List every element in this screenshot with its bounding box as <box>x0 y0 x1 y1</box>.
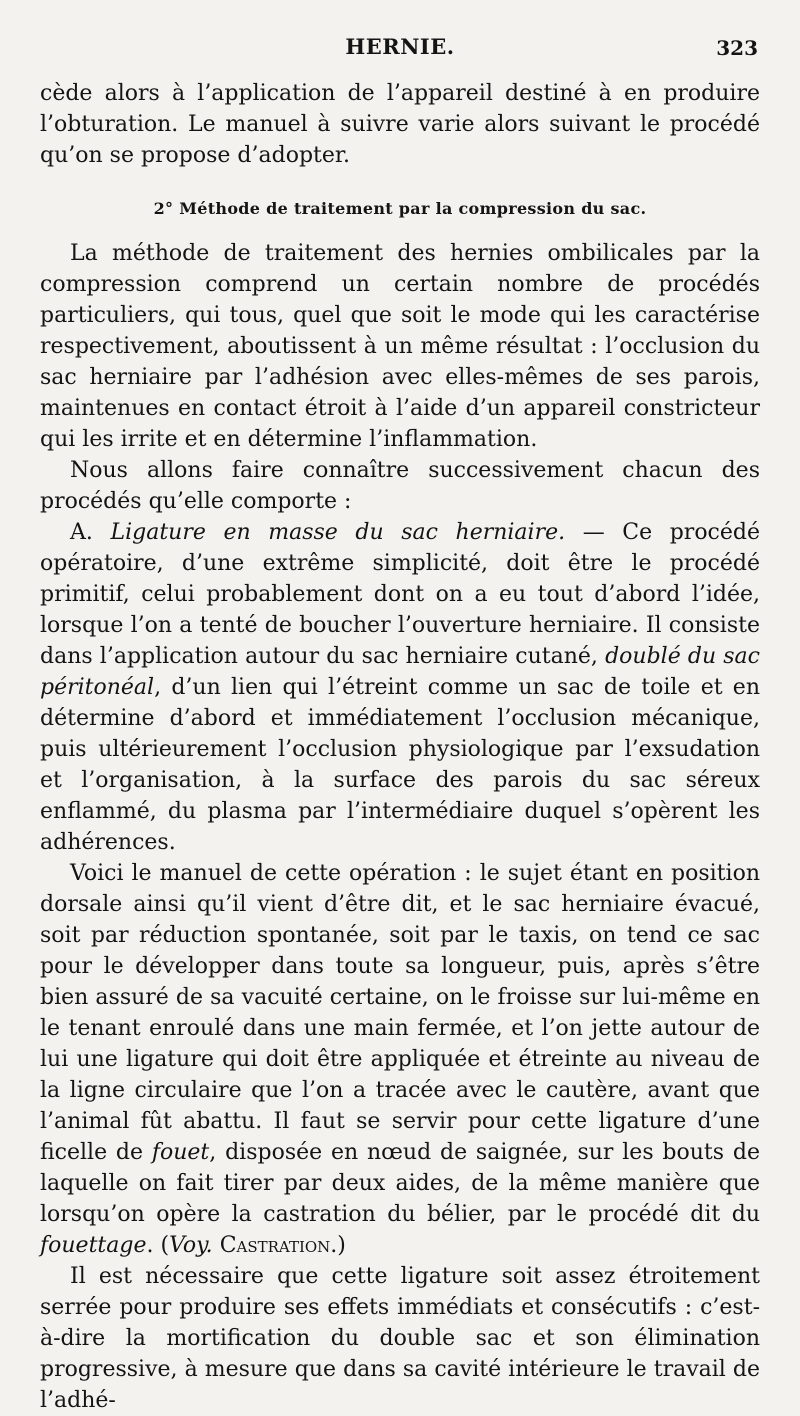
section-heading: 2° Méthode de traitement par la compression du sac. <box>153 199 647 218</box>
text-body <box>40 78 760 1416</box>
paragraph-procedures-intro: Nous allons faire connaître successivement chacun des procédés qu’elle comporte : <box>40 458 760 514</box>
manual-text-c: , disposée en nœud de saignée, sur les bouts de laquelle on fait tirer par deux aides, de la même manière que lorsqu’on opère la castration du bélier, par le procédé dit du <box>40 1140 760 1227</box>
manual-emphasis-voy: Voy. <box>169 1233 213 1258</box>
ligature-emphasis: doublé du sac péritonéal <box>40 644 760 700</box>
item-letter: A. <box>70 520 93 545</box>
paragraph-operation-manual <box>40 858 760 1261</box>
paragraph-ligature <box>40 517 760 858</box>
item-title: Ligature en masse du sac herniaire. <box>110 520 566 545</box>
manual-text-e: . ( <box>146 1233 170 1258</box>
manual-emphasis-fouettage: fouettage <box>40 1233 147 1258</box>
running-title: HERNIE. <box>345 34 455 59</box>
paragraph-ligature-tightness: Il est nécessaire que cette ligature soit assez étroitement serrée pour produire ses effets immédiats et consécutifs : c’est-à-dire la mortification du double sac et son élimination progressive, à mesure que dans sa cavité intérieure le travail de l’adhé- <box>40 1264 760 1413</box>
page-number: 323 <box>716 36 758 60</box>
manual-text-a: Voici le manuel de cette opération : le sujet étant en position dorsale ainsi qu’il vient d’être dit, et le sac herniaire évacué, soit par réduction spontanée, soit par le taxis, on tend ce sac pour le développer dans toute sa longueur, puis, après s’être bien assuré de sa vacuité certaine, on le froisse sur lui-même en le tenant enroulé dans une main fermée, et l’on jette autour de lui une ligature qui doit être appliquée et étreinte au niveau de la ligne circulaire que l’on a tracée avec le cautère, avant que l’animal fût abattu. Il faut se servir pour cette ligature d’une ficelle de <box>40 861 760 1165</box>
ligature-text-a: — Ce procédé opératoire, d’une extrême simplicité, doit être le procédé primitif, celui probablement dont on a eu tout d’abord l’idée, lorsque l’on a tenté de boucher l’ouverture herniaire. Il consiste dans l’application autour du sac herniaire cutané, <box>40 520 761 669</box>
running-header <box>40 30 760 78</box>
paragraph-compression-method: La méthode de traitement des hernies ombilicales par la compression comprend un certain nombre de procédés particuliers, qui tous, quel que soit le mode qui les caractérise respectivement, aboutissent à un même résultat : l’occlusion du sac herniaire par l’adhésion avec elles-mêmes de ses parois, maintenues en contact étroit à l’aide d’un appareil constricteur qui les irrite et en détermine l’inflammation. <box>40 241 760 452</box>
manual-text-h: .) <box>330 1233 346 1258</box>
cross-reference: Castration <box>219 1233 331 1258</box>
ligature-text-c: , d’un lien qui l’étreint comme un sac de toile et en détermine d’abord et immédiatement l’occlusion mécanique, puis ultérieurement l’occlusion physiologique par l’exsudation et l’organisation, à la surface des parois du sac séreux enflammé, du plasma par l’intermédiaire duquel s’opèrent les adhérences. <box>40 675 760 855</box>
manual-emphasis-fouet: fouet <box>151 1140 210 1165</box>
paragraph-continuation: cède alors à l’application de l’appareil destiné à en produire l’obturation. Le manuel à suivre varie alors suivant le procédé qu’on se propose d’adopter. <box>40 81 760 168</box>
